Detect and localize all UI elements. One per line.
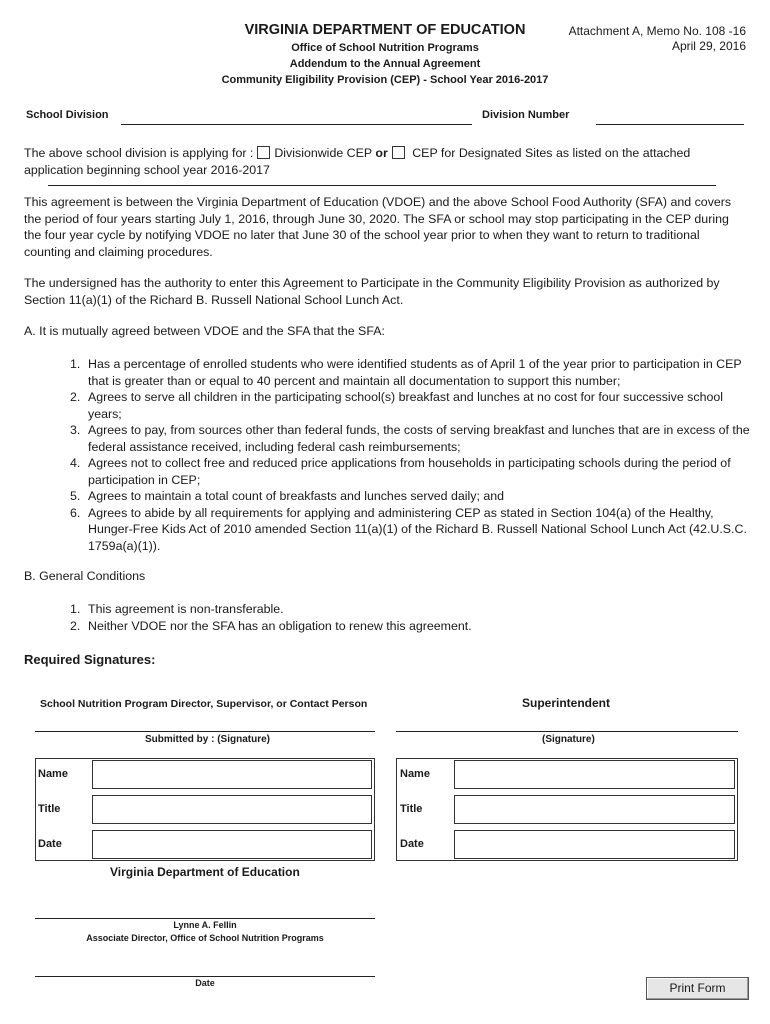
list-item — [70, 422, 750, 455]
vdoe-signer-name: Lynne A. Fellin — [173, 920, 237, 930]
section-b-list — [70, 601, 750, 634]
section-a-list — [70, 356, 750, 554]
item-text: Agrees to pay, from sources other than federal funds, the costs of serving breakfast and lunches that are in excess of the federal assistance received, including federal cash reimbursements; — [88, 423, 750, 454]
authority-paragraph: The undersigned has the authority to enter this Agreement to Participate in the Community Eligibility Provision as authorized by Section 11(a)(1) of the Richard B. Russell National School Lunch Act. — [24, 276, 720, 307]
left-signature-label: Submitted by : (Signature) — [145, 734, 270, 745]
agreement-paragraph: This agreement is between the Virginia Department of Education (VDOE) and the above School Food Authority (SFA) and covers the period of four years starting July 1, 2016, through June 30, 2020. The SFA or school may stop participating in the CEP during the four year cycle by notifying VDOE no later that June 30 of the school year prior to when they want to return to traditional counting and claiming procedures. — [24, 195, 732, 259]
right-date-input[interactable] — [454, 830, 735, 859]
right-title-label: Title — [400, 803, 423, 815]
item-text: Neither VDOE nor the SFA has an obligation to renew this agreement. — [88, 618, 472, 633]
right-date-label: Date — [400, 838, 424, 850]
left-signature-line[interactable] — [35, 731, 375, 732]
item-number: 1. — [70, 602, 81, 616]
divider — [48, 185, 716, 186]
item-number: 4. — [70, 456, 81, 470]
list-item — [70, 488, 750, 505]
list-item — [70, 505, 750, 555]
right-signature-line[interactable] — [396, 731, 738, 732]
memo-date: April 29, 2016 — [671, 39, 746, 53]
item-text: Agrees to serve all children in the participating school(s) breakfast and lunches at no cost for four successive school years; — [88, 390, 724, 421]
item-text: This agreement is non-transferable. — [88, 602, 284, 616]
section-b-heading: B. General Conditions — [24, 569, 146, 583]
list-item — [70, 618, 750, 635]
list-item — [70, 601, 750, 618]
section-a-heading: A. It is mutually agreed between VDOE and the SFA that the SFA: — [24, 324, 385, 338]
list-item — [70, 455, 750, 488]
print-form-button[interactable]: Print Form — [646, 977, 749, 1000]
left-name-input[interactable] — [92, 760, 372, 789]
applying-line2: application beginning school year 2016-2017 — [24, 162, 270, 177]
vdoe-signer-role: Associate Director, Office of School Nutrition Programs — [86, 933, 324, 943]
item-number: 2. — [70, 390, 81, 404]
vdoe-date-line[interactable] — [35, 976, 375, 977]
item-text: Agrees to maintain a total count of breakfasts and lunches served daily; and — [88, 489, 505, 503]
right-title-input[interactable] — [454, 795, 735, 824]
designated-sites-label: CEP for Designated Sites as listed on the attached — [412, 146, 691, 160]
attachment-memo: Attachment A, Memo No. 108 -16 — [568, 24, 746, 38]
list-item — [70, 389, 750, 422]
item-number: 3. — [70, 423, 81, 437]
cep-subtitle: Community Eligibility Provision (CEP) - School Year 2016-2017 — [221, 74, 549, 86]
vdoe-heading: Virginia Department of Education — [110, 865, 300, 879]
left-name-label: Name — [38, 768, 68, 780]
list-item — [70, 356, 750, 389]
item-number: 6. — [70, 505, 81, 520]
school-division-label: School Division — [26, 109, 109, 121]
applying-statement — [24, 145, 754, 178]
left-date-label: Date — [38, 838, 62, 850]
office-subtitle: Office of School Nutrition Programs — [291, 42, 479, 54]
school-division-field[interactable] — [121, 124, 472, 125]
addendum-subtitle: Addendum to the Annual Agreement — [289, 58, 481, 70]
divisionwide-label: Divisionwide CEP — [274, 146, 372, 160]
division-number-label: Division Number — [482, 109, 570, 121]
applying-lead: The above school division is applying for : — [24, 146, 254, 160]
vdoe-signature-line[interactable] — [35, 918, 375, 919]
item-text: Has a percentage of enrolled students who were identified students as of April 1 of the year prior to participation in CEP that is greater than or equal to 40 percent and maintain all documentation to support this number; — [88, 357, 742, 388]
right-signer-title: Superintendent — [522, 696, 611, 710]
right-name-input[interactable] — [454, 760, 735, 789]
vdoe-date-label: Date — [195, 978, 215, 988]
item-text: Agrees to abide by all requirements for applying and administering CEP as stated in Section 104(a) of the Healthy, Hunger-Free Kids Act of 2010 amended Section 11(a)(1) of the Richard B. Russell National School Lunch Act (42.U.S.C. 1759a(a)(1)). — [88, 505, 747, 553]
item-number: 1. — [70, 357, 81, 371]
designated-sites-checkbox[interactable] — [392, 146, 405, 159]
right-signature-label: (Signature) — [542, 734, 595, 745]
document-title: VIRGINIA DEPARTMENT OF EDUCATION — [244, 22, 526, 38]
left-date-input[interactable] — [92, 830, 372, 859]
right-name-label: Name — [400, 768, 430, 780]
division-number-field[interactable] — [596, 124, 744, 125]
left-signer-title: School Nutrition Program Director, Supervisor, or Contact Person — [40, 698, 368, 710]
left-title-label: Title — [38, 803, 61, 815]
or-label: or — [375, 146, 388, 160]
required-signatures-heading: Required Signatures: — [24, 652, 156, 667]
divisionwide-checkbox[interactable] — [257, 146, 270, 159]
left-title-input[interactable] — [92, 795, 372, 824]
item-text: Agrees not to collect free and reduced price applications from households in participating schools during the period of participation in CEP; — [88, 456, 731, 487]
item-number: 5. — [70, 489, 81, 503]
item-number: 2. — [70, 618, 81, 633]
